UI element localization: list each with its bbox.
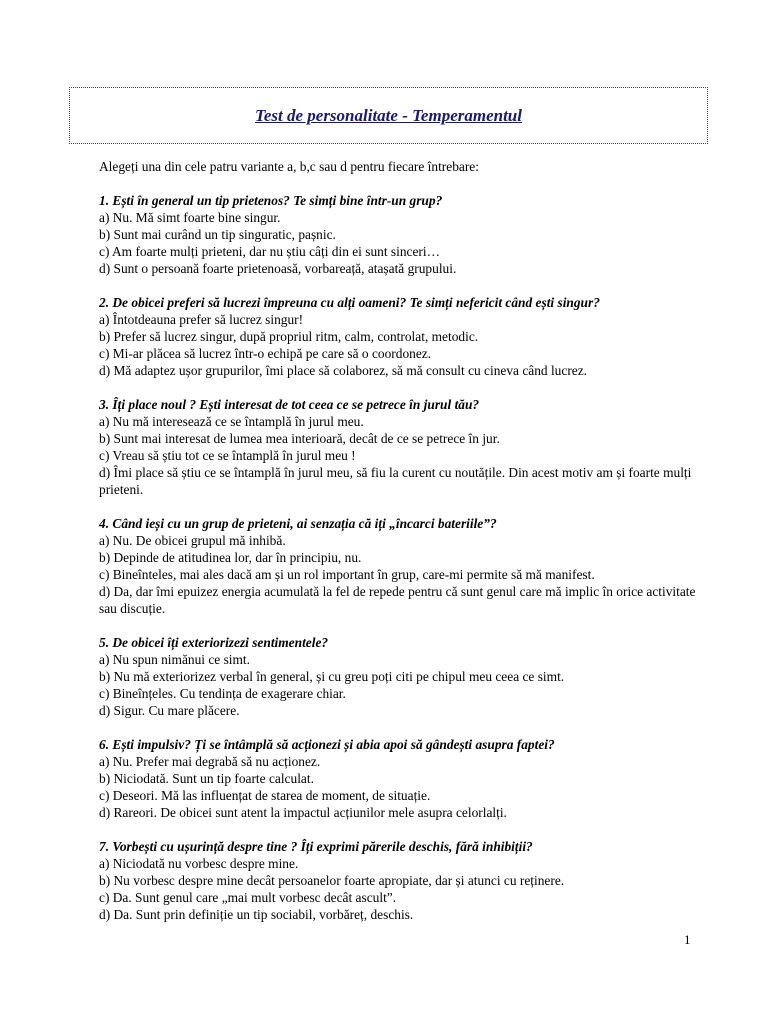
answer-option-a: a) Nu spun nimănui ce simt.: [99, 652, 250, 667]
question-6: [99, 736, 699, 821]
question-4: [99, 515, 699, 617]
question-text: 5. De obicei îți exteriorizezi sentimentele?: [99, 635, 329, 650]
answer-option-a: a) Întotdeauna prefer să lucrez singur!: [99, 312, 304, 327]
page-number: 1: [684, 932, 691, 947]
answer-option-d: d) Sunt o persoană foarte prietenoasă, vorbareață, atașată grupului.: [99, 261, 457, 276]
title-box: [69, 87, 708, 144]
answer-option-d: d) Da. Sunt prin definiție un tip sociabil, vorbăreț, deschis.: [99, 907, 414, 922]
answer-option-c: c) Da. Sunt genul care „mai mult vorbesc decât ascult”.: [99, 890, 397, 905]
answer-option-d: d) Îmi place să știu ce se întamplă în jurul meu, să fiu la curent cu noutățile. Din acest motiv am și foarte mulți prieteni.: [99, 465, 692, 497]
answer-option-c: c) Mi-ar plăcea să lucrez într-o echipă pe care să o coordonez.: [99, 346, 432, 361]
answer-option-b: b) Sunt mai interesat de lumea mea interioară, decât de ce se petrece în jur.: [99, 431, 500, 446]
answer-option-d: d) Sigur. Cu mare plăcere.: [99, 703, 240, 718]
answer-option-a: a) Nu. De obicei grupul mă inhibă.: [99, 533, 286, 548]
answer-option-a: a) Nu. Mă simt foarte bine singur.: [99, 210, 281, 225]
answer-option-c: c) Deseori. Mă las influențat de starea de moment, de situație.: [99, 788, 431, 803]
answer-option-b: b) Prefer să lucrez singur, după propriul ritm, calm, controlat, metodic.: [99, 329, 479, 344]
answer-option-c: c) Am foarte mulți prieteni, dar nu știu câți din ei sunt sinceri…: [99, 244, 441, 259]
document-body: [99, 158, 699, 940]
answer-option-d: d) Mă adaptez ușor grupurilor, îmi place să colaborez, să mă consult cu cineva când lucrez.: [99, 363, 588, 378]
answer-option-a: a) Nu. Prefer mai degrabă să nu acționez.: [99, 754, 321, 769]
answer-option-b: b) Depinde de atitudinea lor, dar în principiu, nu.: [99, 550, 362, 565]
answer-option-c: c) Bineînteles, mai ales dacă am și un rol important în grup, care-mi permite să mă manifest.: [99, 567, 595, 582]
answer-option-b: b) Niciodată. Sunt un tip foarte calculat.: [99, 771, 314, 786]
answer-option-d: d) Da, dar îmi epuizez energia acumulată la fel de repede pentru că sunt genul care mă implic în orice activitate sau discuție.: [99, 584, 696, 616]
answer-option-c: c) Vreau să știu tot ce se întamplă în jurul meu !: [99, 448, 356, 463]
question-text: 6. Ești impulsiv? Ți se întâmplă să acționezi și abia apoi să gândești asupra faptei?: [99, 737, 555, 752]
answer-option-a: a) Nu mă interesează ce se întamplă în jurul meu.: [99, 414, 364, 429]
document-title: Test de personalitate - Temperamentul: [255, 106, 522, 125]
answer-option-b: b) Nu vorbesc despre mine decât persoanelor foarte apropiate, dar și atunci cu reținere.: [99, 873, 565, 888]
question-2: [99, 294, 699, 379]
answer-option-b: b) Sunt mai curând un tip singuratic, pașnic.: [99, 227, 336, 242]
question-list: [99, 192, 699, 923]
question-5: [99, 634, 699, 719]
instructions: Alegeți una din cele patru variante a, b,c sau d pentru fiecare întrebare:: [99, 159, 479, 174]
question-7: [99, 838, 699, 923]
question-text: 3. Îți place noul ? Ești interesat de tot ceea ce se petrece în jurul tău?: [99, 397, 480, 412]
question-1: [99, 192, 699, 277]
question-text: 2. De obicei preferi să lucrezi împreuna cu alți oameni? Te simți nefericit când ești singur?: [99, 295, 600, 310]
question-text: 7. Vorbești cu ușurință despre tine ? Îți exprimi părerile deschis, fără inhibiții?: [99, 839, 533, 854]
question-text: 1. Ești în general un tip prietenos? Te simți bine într-un grup?: [99, 193, 443, 208]
answer-option-a: a) Niciodată nu vorbesc despre mine.: [99, 856, 299, 871]
answer-option-b: b) Nu mă exteriorizez verbal în general, și cu greu poți citi pe chipul meu ceea ce simt.: [99, 669, 565, 684]
question-3: [99, 396, 699, 498]
answer-option-d: d) Rareori. De obicei sunt atent la impactul acțiunilor mele asupra celorlalți.: [99, 805, 507, 820]
question-text: 4. Când ieși cu un grup de prieteni, ai senzația că iți „încarci bateriile”?: [99, 516, 497, 531]
answer-option-c: c) Bineînțeles. Cu tendința de exagerare chiar.: [99, 686, 346, 701]
